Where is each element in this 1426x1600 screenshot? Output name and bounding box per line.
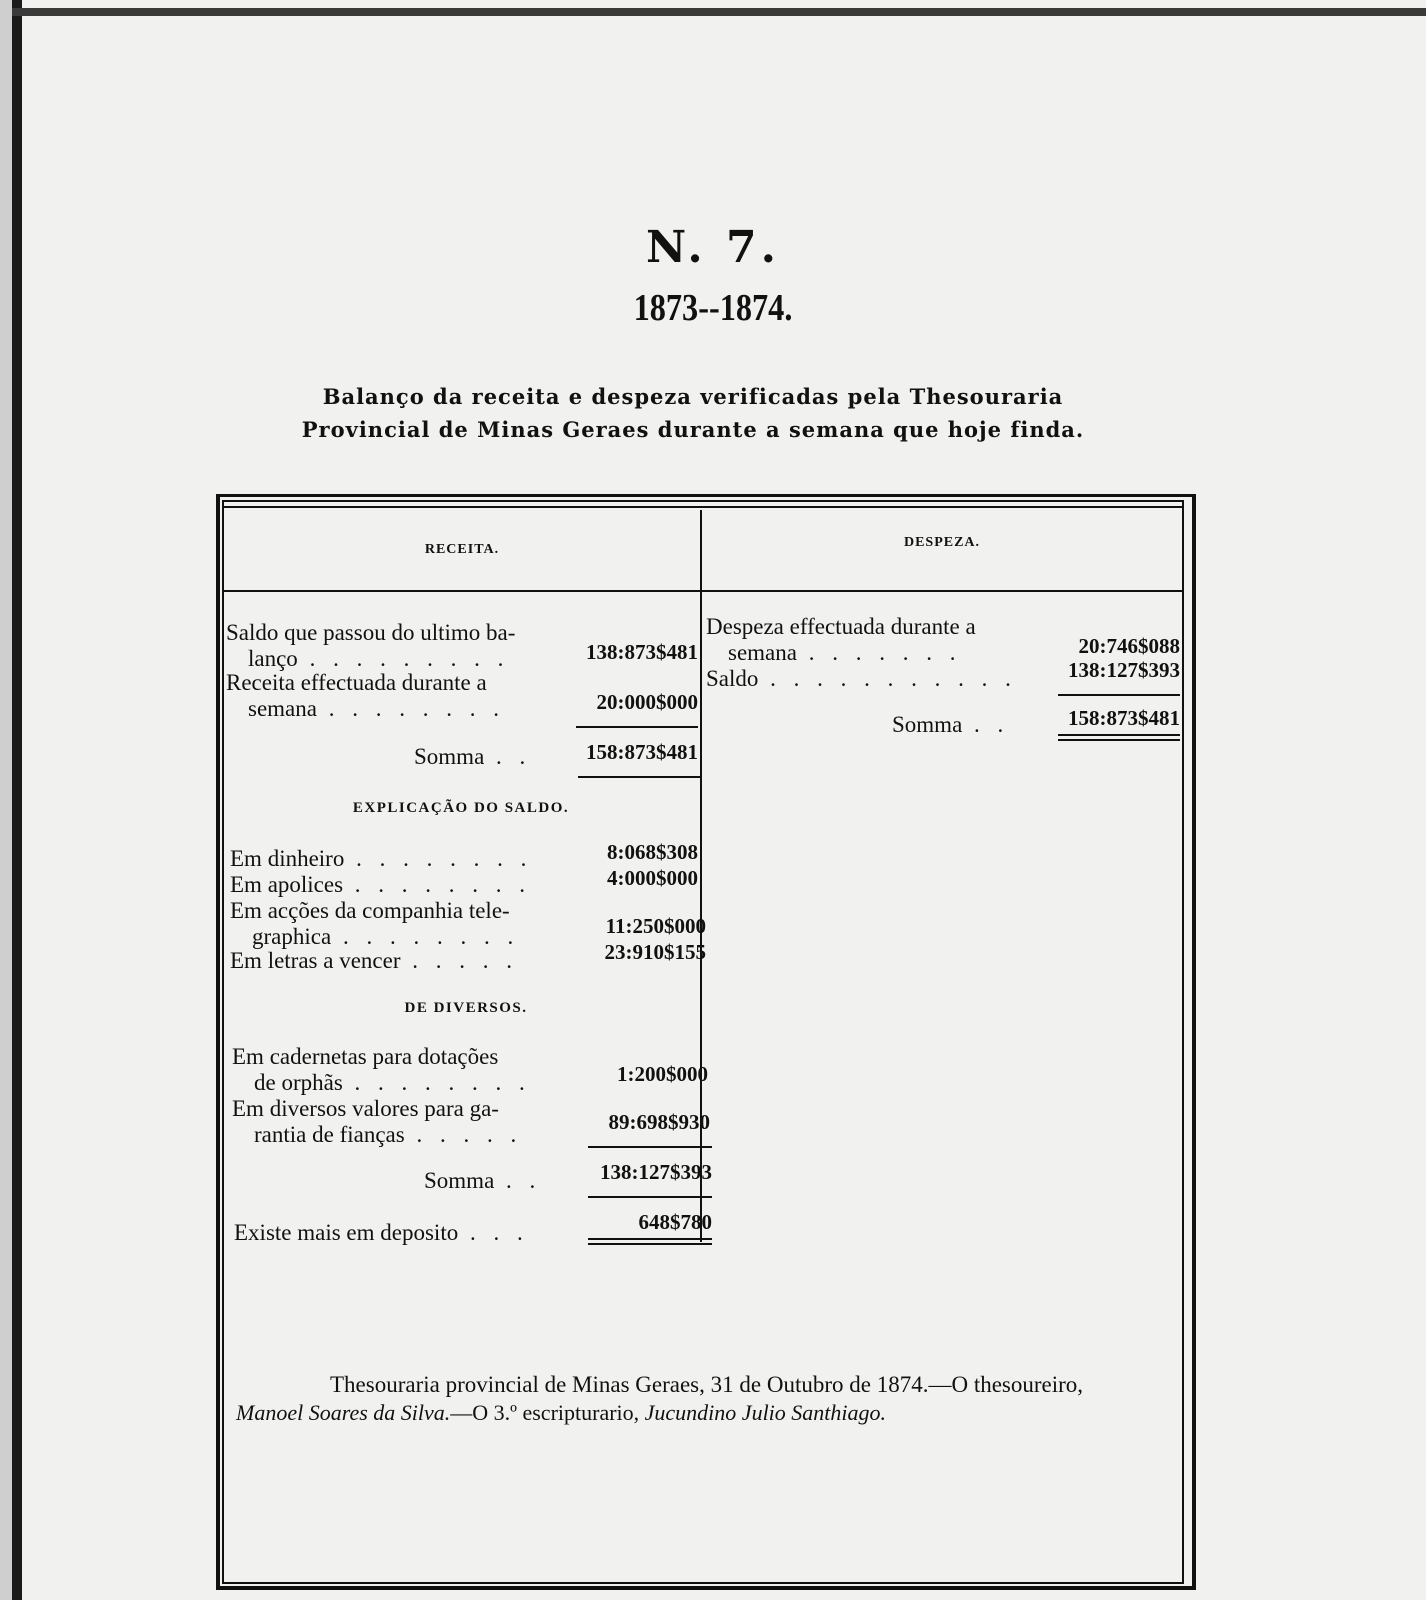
leader-dots: . . . . . . . .: [344, 846, 533, 871]
leader-dots: . . . . . . . .: [331, 924, 520, 949]
explicacao-item-4-amount: 23:910$155: [604, 940, 706, 964]
despeza-saldo-label: Saldo: [706, 666, 759, 691]
diversos-somma-amount: 138:127$393: [600, 1160, 712, 1184]
despeza-line1: Despeza effectuada durante a: [706, 614, 976, 639]
signer-1: Manoel Soares da Silva.: [236, 1400, 451, 1425]
despeza-somma-line: [892, 712, 1009, 737]
deposito-amount: 648$780: [638, 1210, 712, 1234]
leader-dots: . .: [962, 712, 1010, 737]
saldo-line2: [248, 646, 509, 671]
explicacao-item-2: [230, 872, 531, 897]
receita-underline: [576, 726, 698, 728]
receita-somma-label: [414, 744, 531, 769]
diversos-item-2-cont: [254, 1122, 522, 1147]
explicacao-item-2-amount: 4:000$000: [607, 866, 698, 890]
deposito-line: [234, 1220, 529, 1245]
leader-dots: . . . . . . . . .: [297, 646, 510, 671]
leader-dots: . . . . . . .: [796, 640, 962, 665]
leader-dots: . . . . .: [404, 1122, 523, 1147]
deposito-underline-1: [588, 1238, 712, 1240]
leader-dots: . . . . . . . . . . .: [758, 666, 1017, 691]
deposito-label: Existe mais em deposito: [234, 1220, 459, 1245]
footer-line2: [236, 1400, 886, 1426]
diversos-somma-underline: [588, 1196, 712, 1198]
receita-heading: RECEITA.: [424, 542, 500, 557]
footer-connector: —O 3.º escripturario,: [450, 1400, 640, 1425]
despeza-somma-amount: 158:873$481: [1068, 706, 1180, 730]
signer-2: Jucundino Julio Santhiago.: [644, 1400, 887, 1425]
page-edge-top: [12, 8, 1426, 16]
receita-somma-text: Somma: [414, 744, 485, 769]
receita-line2-text: semana: [248, 696, 317, 721]
despeza-heading: DESPEZA.: [903, 535, 981, 550]
explicacao-item-3-amount: 11:250$000: [605, 914, 706, 938]
explicacao-heading: EXPLICAÇÃO DO SALDO.: [352, 800, 570, 816]
receita-somma-amount: 158:873$481: [586, 740, 698, 764]
deposito-underline-2: [588, 1243, 712, 1245]
explicacao-item-1-label: Em dinheiro: [230, 846, 345, 871]
diversos-underline: [588, 1146, 712, 1148]
leader-dots: . . . . .: [400, 948, 518, 973]
explicacao-item-2-label: Em apolices: [230, 872, 344, 897]
despeza-somma-label: Somma: [892, 712, 963, 737]
diversos-item-1-amount: 1:200$000: [617, 1062, 708, 1086]
despeza-saldo-line: [706, 666, 1017, 691]
leader-dots: . . .: [458, 1220, 529, 1245]
leader-dots: . . . . . . . .: [343, 872, 532, 897]
receita-amount: 20:000$000: [596, 690, 698, 714]
diversos-item-2: Em diversos valores para ga-: [232, 1096, 499, 1121]
despeza-amount: 20:746$088: [1078, 634, 1180, 658]
explicacao-item-3-label2: graphica: [252, 924, 332, 949]
saldo-line1: Saldo que passou do ultimo ba-: [226, 620, 516, 645]
diversos-item-1-cont: [254, 1070, 531, 1095]
leader-dots: . . . . . . . .: [342, 1070, 531, 1095]
diversos-somma-label: [424, 1168, 541, 1193]
footer-line1: Thesouraria provincial de Minas Geraes, 31 de Outubro de 1874.—O thesoureiro,: [330, 1372, 1084, 1397]
diversos-item-1: Em cadernetas para dotações: [232, 1044, 499, 1069]
despeza-saldo-amount: 138:127$393: [1068, 658, 1180, 682]
diversos-somma-text: Somma: [424, 1168, 495, 1193]
diversos-item-2-amount: 89:698$930: [608, 1110, 710, 1134]
saldo-line2-text: lanço: [248, 646, 298, 671]
despeza-underline: [1058, 694, 1180, 696]
explicacao-item-3-cont: [252, 924, 519, 949]
despeza-line2: [728, 640, 961, 665]
despeza-somma-underline-1: [1058, 734, 1180, 736]
document-title: Balanço da receita e despeza verificadas pela Thesouraria Provincial de Minas Geraes durante a semana que hoje finda.: [301, 384, 1085, 442]
despeza-line2-text: semana: [728, 640, 797, 665]
header-rule-bottom: [224, 590, 1182, 592]
leader-dots: . . . . . . . .: [316, 696, 505, 721]
explicacao-item-3: Em acções da companhia tele-: [230, 898, 510, 923]
explicacao-item-4-label: Em letras a vencer: [230, 948, 401, 973]
diversos-item-2-label2: rantia de fianças: [254, 1122, 405, 1147]
receita-line2: [248, 696, 505, 721]
document-years: 1873--1874.: [633, 287, 793, 329]
header-rule-top: [224, 506, 1182, 508]
saldo-amount: 138:873$481: [586, 640, 698, 664]
despeza-somma-underline-2: [1058, 739, 1180, 741]
diversos-item-1-label2: de orphãs: [254, 1070, 343, 1095]
diversos-heading: DE DIVERSOS.: [404, 1000, 528, 1016]
receita-somma-underline: [578, 776, 700, 778]
explicacao-item-1: [230, 846, 532, 871]
explicacao-item-1-amount: 8:068$308: [607, 840, 698, 864]
receita-line1: Receita effectuada durante a: [226, 670, 487, 695]
leader-dots: . .: [494, 1168, 542, 1193]
document-number: N. 7.: [646, 222, 780, 273]
leader-dots: . .: [484, 744, 532, 769]
explicacao-item-4: [230, 948, 518, 973]
